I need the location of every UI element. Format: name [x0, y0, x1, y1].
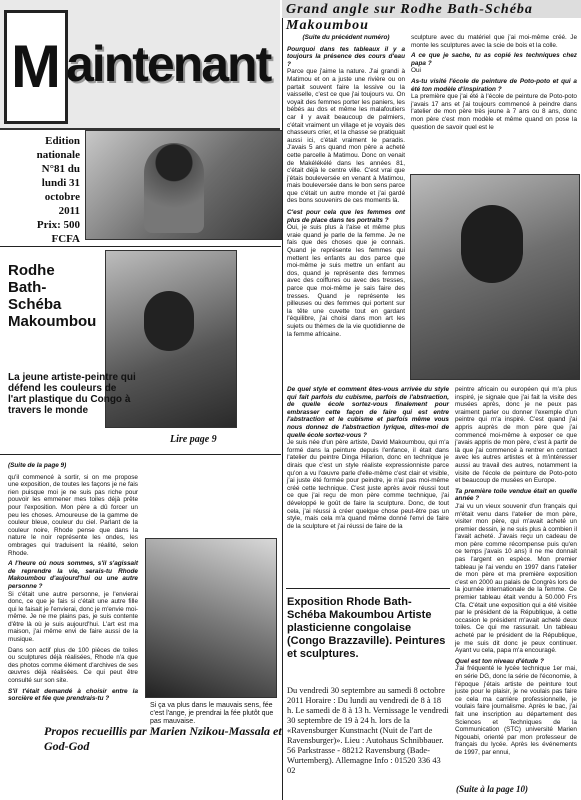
article-subtitle: La jeune artiste-peintre qui défend les couleurs de l'art plastique du Congo à travers le monde — [8, 372, 136, 416]
continued-from: (Suite du précédent numéro) — [302, 34, 390, 41]
answer: La première que j'ai été à l'école de peinture de Poto-poto j'avais 17 ans et j'ai toujours commencé à peindre dans l'atelier de mon père très jeune à 7 ans ou 8 ans, donc mon père c'est mon modèle et même quand on pose la question de savoir quel est le — [411, 93, 577, 131]
question: Pourquoi dans tes tableaux il y a toujours la présence des cours d'eau ? — [287, 45, 405, 68]
artist-portrait-photo — [410, 174, 580, 380]
edition-line: Edition — [45, 135, 80, 147]
question: Ta première toile vendue était en quelle année ? — [455, 487, 577, 503]
article-header-title: Grand angle sur Rodhe Bath-Schéba Makoumbou — [286, 2, 533, 33]
masthead-title: aintenant — [66, 36, 271, 92]
studio-photo — [145, 538, 277, 698]
paragraph: Si c'était une autre personne, je l'envierai donc, ce que je fais si c'était une autre fille qui le faisait je l'envierai, donc je m'envie moi-même. Je ne me plains pas, je suis contente d'être là où je suis aujourd'hui. L'art est ma maison, j'ai même envi de faire aussi de la musique. — [8, 590, 138, 644]
question: De quel style et comment êtes-vous arrivée du style qui fait parfois du cubisme, parfois de l'abstraction, de quelle école sortez-vous finalement pour embrasser cette façon de faire qui est entre l'abstraction et le cubisme et parfois même vous nous donnez de l'abstraction lyrique, dites-moi de quelle école sortez-vous ? — [287, 386, 449, 439]
hero-photo — [85, 130, 283, 240]
question: C'est pour cela que les femmes ont plus de place dans tes portraits ? — [287, 209, 405, 224]
edition-info — [4, 134, 80, 246]
answer: sculpture avec du matériel que j'ai moi-même créé. Je monte les sculptures avec la scie de bois et la colle. — [411, 34, 577, 49]
answer: peintre africain ou européen qui m'a plus inspiré, je signale que j'ai fait la visite des musées après, donc je ne peux pas vraiment parler ou donner l'exemple d'un peintre qui m'a inspiré. C'est quand j'ai appris auprès de mon père que j'ai commencé moi-même à exposer ce que j'avais appris de mon père, c'est à partir de là que j'ai commencé à rentrer en contact avec les autres artistes et à m'intéresser aussi au travail des autres, notamment la visite de l'école de peinture de Poto-poto et beaucoup de musées en Europe. — [455, 386, 577, 485]
column-3-top-text — [411, 34, 577, 131]
edition-line: N°81 du — [41, 163, 80, 175]
masthead-m-logo: M — [4, 10, 68, 124]
edition-line: nationale — [36, 149, 80, 161]
answer: J'ai vu un vieux souvenir d'un français qui m'était venu dans l'atelier de mon père, visiter mon père, qui m'avait acheté un premier dessin, je ne suis plus à combien il l'avait acheté. J'avais reçu un cadeau de mon père comme récompense puis qu'en ce temps j'avais 10 ans) il ne me donnait pas l'argent en espèce. Mon premier tableau je l'ai vendu en 1997 dans l'atelier de mon père et ma première exposition c'est en 2000 au palais de Congrès lors de la journée internationale de la femme. Ce premier tableau était vendu à 50.000 Frs Cfa. C'était une exposition qui a été visitée par le président de la République, à cette occasion le président m'avait acheté deux toiles. Ce qui me rassurait. Un tableau acheté par le président de la République, je me suis dit donc je peux continuer. Ayant vu cela, papa m'a encouragé. — [455, 502, 577, 655]
question: A ce que je sache, tu as copié les techniques chez papa ? — [411, 52, 577, 67]
question: As-tu visité l'école de peinture de Poto-poto et qui a été ton modèle d'inspiration ? — [411, 77, 577, 93]
masthead — [0, 0, 280, 130]
edition-line: octobre — [44, 191, 80, 203]
answer: J'ai fréquenté le lycée technique 1er mai, en série DG, donc la série de l'économie, à l'époque j'étais artiste de peinture tout juste pour le plaisir, je ne voulais pas faire ce cela ma carrière professionnelle, je voulais faire journalisme. Après le bac, j'ai fait une inscription au département des Sciences et Techniques de la Communication (STC) université Marien Ngouabi, orienté par mon professeur de français du lycée. Après les événements de 1997, par ennui, — [455, 665, 577, 756]
interview-credit: Propos recueillis par Marien Nzikou-Massala et God-God — [44, 724, 282, 753]
edition-line: FCFA — [51, 233, 80, 245]
question: Quel est ton niveau d'étude ? — [455, 657, 544, 665]
column-2-text — [287, 34, 405, 338]
answer: Oui, je suis plus à l'aise et même plus vraie quand je parle de la femme. Je ne fais que des choses que je connais. Quand je représente les femmes qui mettent les enfants au dos parce que moi-même je suis mettre un enfant au dos, quand je représente des femmes avec des coiffures ou avec des tresses, parce que moi-même je sais faire des tresses. Quand je représente les pilleuses ou des femmes qui portent sur la tête une cuvette tout en gardant l'équilibre, j'ai choisi dans mon art les sujets ou thèmes de la vie quotidienne de la femme africaine. — [287, 224, 405, 338]
exhibition-title: Exposition Rhode Bath-Schéba Makoumbou Artiste plasticienne congolaise (Congo Brazzaville). Peintures et sculptures. — [287, 596, 446, 660]
edition-line: Prix: 500 — [36, 219, 80, 231]
edition-line: 2011 — [58, 205, 80, 217]
artist-name-block — [8, 262, 108, 330]
edition-line: lundi 31 — [41, 177, 80, 189]
continued-from: (Suite de la page 9) — [8, 462, 67, 469]
artist-name-line: Makoumbou — [8, 313, 97, 330]
column-2-lower-text — [287, 386, 449, 530]
question: A l'heure où nous sommes, s'il s'agissait de reprendre la vie, serais-tu Rhode Makoumbou d'aujourd'hui ou une autre personne ? — [8, 560, 138, 590]
continued-on: (Suite à la page 10) — [456, 784, 528, 794]
paragraph: qu'il commencé à sortir, si on me propose une exposition, de toutes les façons je ne fais rien puisque moi je ne suis pas riche pour pouvoir les emmener mes toiles déjà prête pour l'exposition. Mon père a dû forcer un peu les choses. Amoureuse de la gamme de couleur bleue, couleur du ciel. Parlant de la couleur noire, Rhode pense que dans la nature le noir représente les ondes, les ombrages qui traduisent la réalité, selon Rhode. — [8, 473, 138, 557]
answer: Parce que j'aime la nature. J'ai grandi à Matimou et on a juste une rivière ou on partait souvent faire la lessive ou la vaisselle, c'est ce que j'ai toujours vu. On voyait des femmes porter les paniers, les bébés au dos et même les malafoutiers car il y avait beaucoup de palmiers, c'était vraiment un village et je voyais des chasseurs crier, et la chasse se pratiquait aussi ici, c'était vraiment le paradis. J'avais 5 ans quand mon père a acheté cette parcelle à Matimou. Donc on venait de Makélékélé dans les années 81, c'était déjà le centre ville. C'est vrai que j'étais bouleversée en venant à Matimou, mais bouleversée dans le bon sens parce que c'était un autre monde et j'ai gardé des bons souvenirs de ces moments là. — [287, 68, 405, 205]
column-3-lower-text — [455, 386, 577, 757]
artist-name-line: Rodhe — [8, 262, 55, 279]
photo-caption: Si ça va plus dans le mauvais sens, fée c'est l'ange, je prendrai la fée plutôt que pas mauvaise. — [150, 702, 274, 725]
exhibition-info: Du vendredi 30 septembre au samedi 8 octobre 2011 Horaire : Du lundi au vendredi de 8 à 18 h. Le samedi de 8 à 13 h. Vernissage le vendredi 30 septembre de 19 à 24 h. lors de la «Ravensburger Kunstnacht (Nuit de l'art de Ravensburger)». Lieu : Autohaus Schnibbauer. 56 Parkstrasse - 88212 Ravensburg (Bade-Wurtemberg). Allemagne Info : 01520 336 43 02 — [287, 686, 449, 775]
artist-name-line: Schéba — [8, 296, 62, 313]
paragraph: Dans son actif plus de 100 pièces de toiles ou sculptures déjà réalisées, Rhode n'a que des photos comme élément d'archives de ses œuvres déjà réalisées. Ce qui peut être consulté sur son site. — [8, 646, 138, 685]
answer: Oui — [411, 67, 421, 75]
column-1-text — [8, 462, 138, 703]
answer: Je suis née d'un père artiste, David Makoumbou, qui m'a formé dans la peinture depuis l'enfance, il était dans l'atelier du peintre Dinga Hilarion, donc en technique je dirais que c'est un style réaliste expressionniste parce qu'on a vu l'œuvre parle d'elle-même c'est clair et visible, j'ai juste été formée pour peindre, je n'ai pas moi-même créé cette technique. C'est juste après avoir réussi tout ce que j'ai reçu de mon père comme technique, j'ai développé le goût de faire la sculpture. Donc, de tout cela, j'ai réussi à créer quelque chose peut-être pas un style, mais cela m'a quand même donné l'envi de faire de la sculpture et j'ai réussi de faire de la — [287, 439, 449, 530]
question: S'il t'était demandé à choisir entre la sorcière et fée que prendrais-tu ? — [8, 687, 138, 703]
artist-name-line: Bath- — [8, 279, 47, 296]
see-page-link: Lire page 9 — [170, 434, 217, 445]
